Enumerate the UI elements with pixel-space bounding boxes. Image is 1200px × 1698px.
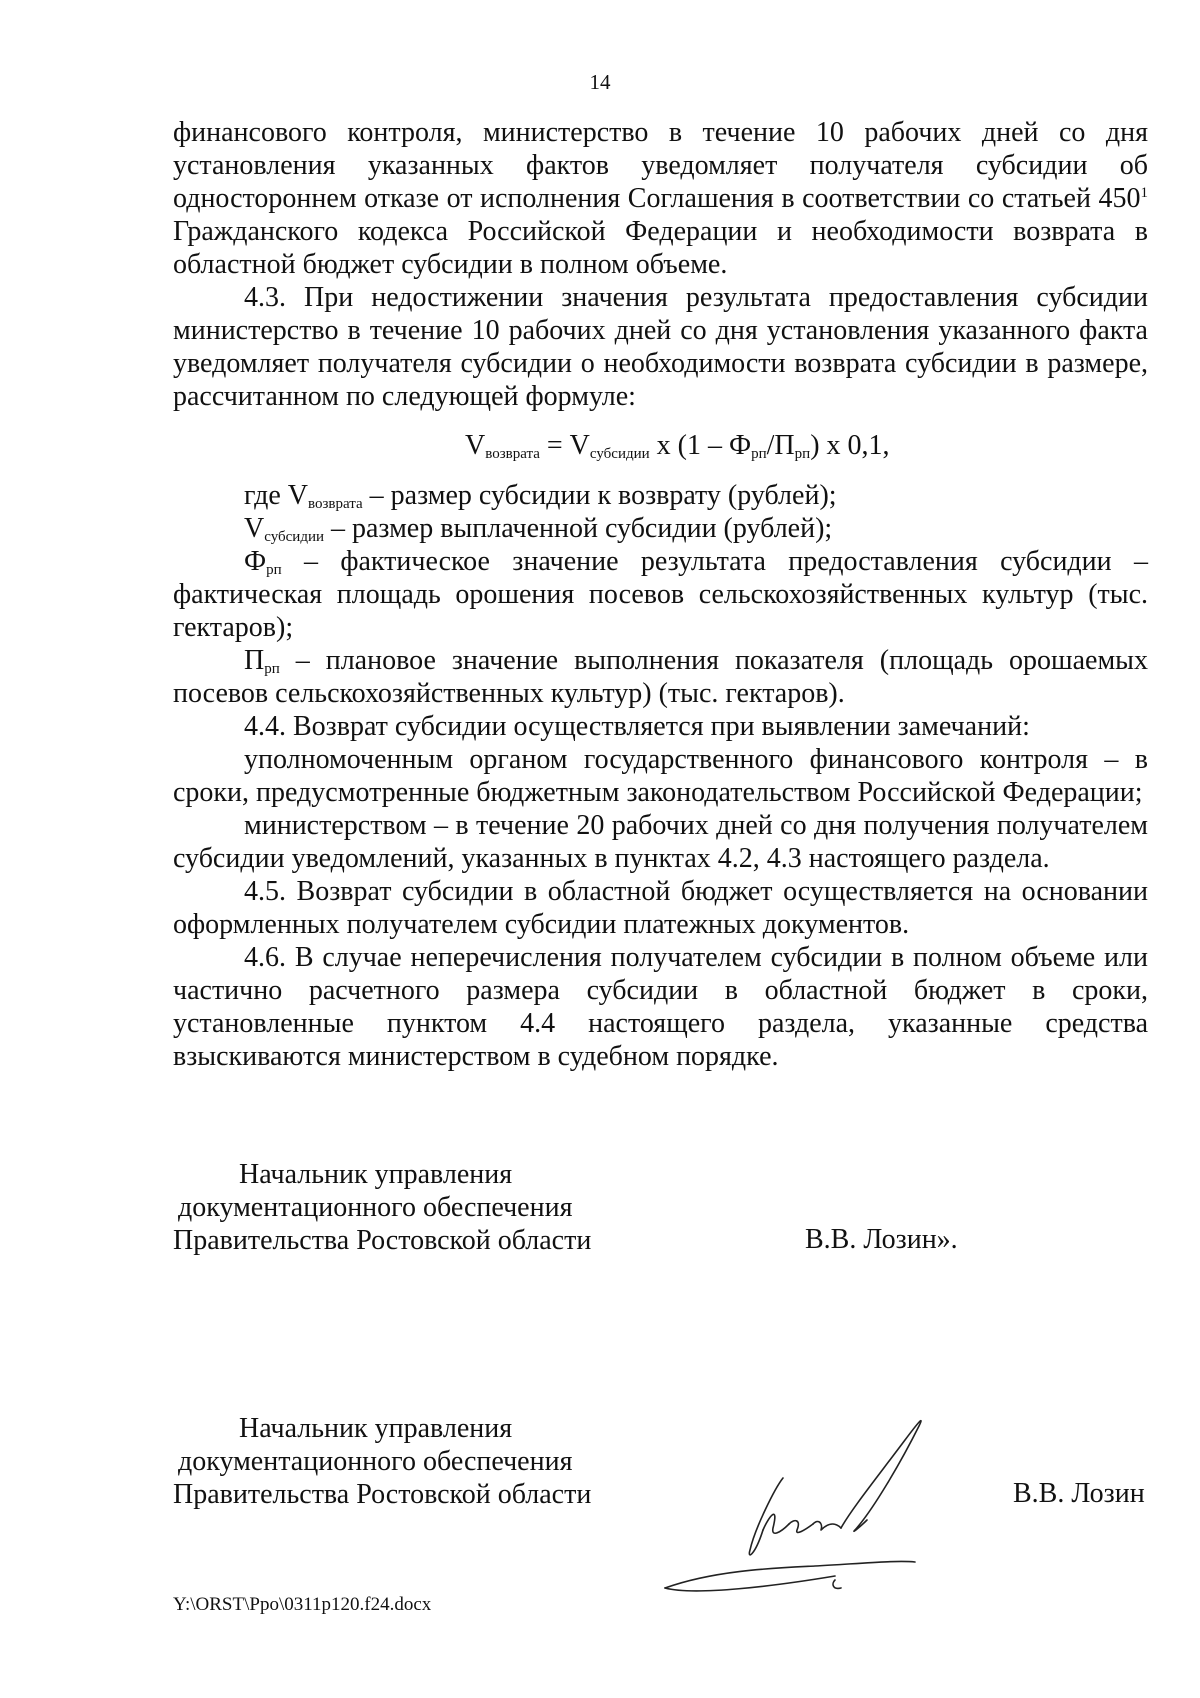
signer-name-1: В.В. Лозин». xyxy=(805,1224,958,1255)
paragraph-4-4-b: министерством – в течение 20 рабочих дней со дня получения получателем субсидии уведомлений, указанных в пунктах 4.2, 4.3 настоящего раздела. xyxy=(173,810,1148,874)
signer-title-line-3: Правительства Ростовской области xyxy=(173,1225,592,1256)
definition-v-return: где $V_{возврата}$ – размер субсидии к возврату (рублей); xyxy=(244,480,837,512)
signature-icon xyxy=(655,1400,985,1600)
signer-title-line-1: Начальник управления xyxy=(239,1413,513,1444)
signer-title-line-2: документационного обеспечения xyxy=(178,1192,573,1223)
signer-title-line-3: Правительства Ростовской области xyxy=(173,1479,592,1510)
footer-file-path: Y:\ORST\Ppo\0311p120.f24.docx xyxy=(173,1594,432,1615)
formula: $V_{возврата} = V_{субсидии}$ х $(1 - Ф_{рп}/П_{рп})$ х 0,1, xyxy=(465,430,890,462)
paragraph-4-5: 4.5. Возврат субсидии в областной бюджет осуществляется на основании оформленных получателем субсидии платежных документов. xyxy=(173,876,1148,940)
signer-title-line-1: Начальник управления xyxy=(239,1159,513,1190)
handwritten-signature xyxy=(655,1400,985,1605)
signer-name-2: В.В. Лозин xyxy=(1013,1478,1145,1509)
paragraph-4-6: 4.6. В случае неперечисления получателем субсидии в полном объеме или частично расчетного размера субсидии в областной бюджет в сроки, установленные пунктом 4.4 настоящего раздела, указанные средства взыскиваются министерством в судебном порядке. xyxy=(173,942,1148,1072)
definition-p-rp: $П_{рп}$ – плановое значение выполнения показателя (площадь орошаемых посевов сельскохозяйственных культур) (тыс. гектаров). xyxy=(173,645,1148,709)
paragraph-4-4: 4.4. Возврат субсидии осуществляется при выявлении замечаний: xyxy=(244,711,1030,742)
definition-v-subsidy: $V_{субсидии}$ – размер выплаченной субсидии (рублей); xyxy=(244,513,833,545)
signature-block-1 xyxy=(173,1158,1173,1257)
signer-title-line-2: документационного обеспечения xyxy=(178,1446,573,1477)
page-number: 14 xyxy=(589,70,611,94)
paragraph-financial-control: финансового контроля, министерство в течение 10 рабочих дней со дня установления указанных фактов уведомляет получателя субсидии об одностороннем отказе от исполнения Соглашения в соответствии со статьей $450^1$ Гражданского кодекса Российской Федерации и необходимости возврата в областной бюджет субсидии в полном объеме. xyxy=(173,117,1148,280)
document-body xyxy=(173,116,1148,1073)
paragraph-4-4-a: уполномоченным органом государственного финансового контроля – в сроки, предусмотренные бюджетным законодательством Российской Федерации; xyxy=(173,744,1148,808)
definition-f-rp: $Ф_{рп}$ – фактическое значение результата предоставления субсидии – фактическая площадь орошения посевов сельскохозяйственных культур (тыс. гектаров); xyxy=(173,546,1148,643)
paragraph-4-3: 4.3. При недостижении значения результата предоставления субсидии министерство в течение 10 рабочих дней со дня установления указанного факта уведомляет получателя субсидии о необходимости возврата субсидии в размере, рассчитанном по следующей формуле: xyxy=(173,282,1148,412)
